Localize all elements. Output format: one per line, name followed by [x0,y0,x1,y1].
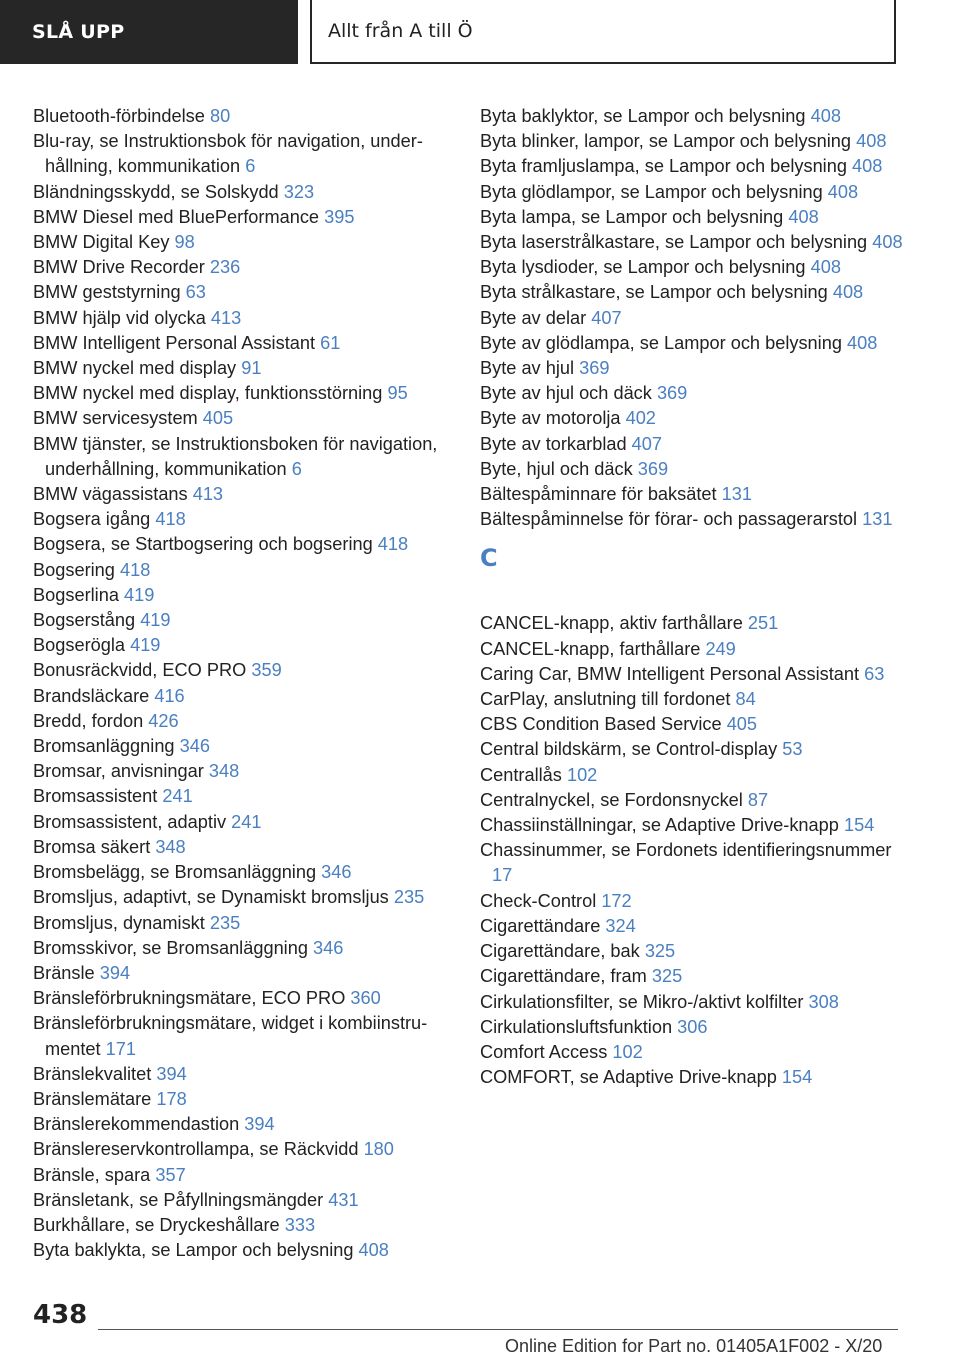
index-entry-text: CANCEL-knapp, aktiv farthållare [480,613,743,634]
index-page-link[interactable]: 413 [210,307,242,328]
index-page-link[interactable]: 154 [781,1067,813,1088]
index-page-link[interactable]: 87 [747,789,769,810]
index-page-link[interactable]: 180 [363,1139,394,1160]
index-entry [33,810,458,835]
index-entry-text: Byte av motorolja [480,408,621,429]
index-entry [33,558,458,583]
index-entry [33,684,458,709]
index-entry-text: Bromsljus, dynamiskt [33,912,205,933]
index-entry [33,961,458,986]
page-number: 438 [33,1300,88,1330]
index-entry [33,180,458,205]
index-entry [480,1065,910,1090]
index-entry-text: Centrallås [480,764,562,785]
index-page-link[interactable]: 419 [124,584,155,605]
index-entry [480,838,910,888]
index-page-link[interactable]: 323 [283,181,315,202]
index-entry-text: Centralnyckel, se Fordonsnyckel [480,789,743,810]
index-entry-text: Byte av glödlampa, se Lampor och belysning [480,332,842,353]
index-page-link[interactable]: 360 [350,988,381,1009]
index-page-link[interactable]: 171 [105,1038,137,1059]
index-page-link[interactable]: 418 [155,509,186,530]
index-page-link[interactable]: 346 [313,937,344,958]
index-entry-text: Bältespåminnelse för förar- och passagerarstol [480,509,858,530]
index-page-link[interactable]: 357 [155,1164,186,1185]
index-entry [33,1087,458,1112]
index-entry-text: Byta laserstrålkastare, se Lampor och belysning [480,232,868,253]
index-page-link[interactable]: 80 [209,106,231,126]
index-page-link[interactable]: 408 [358,1240,389,1261]
index-entry [33,104,458,129]
index-page-link[interactable]: 235 [209,912,241,933]
index-entry-text: BMW vägassistans [33,484,188,505]
index-entry-text: Byte av delar [480,307,587,328]
index-entry [33,835,458,860]
index-entry [33,784,458,809]
index-entry-text: Bogsera, se Startbogsering och bogsering [33,534,373,555]
index-page-link[interactable]: 61 [320,332,341,353]
index-page-link[interactable]: 402 [625,408,656,429]
index-entry [33,986,458,1011]
index-entry [480,432,910,457]
index-entry-text: BMW Diesel med BluePerformance [33,206,320,227]
index-entry [33,255,458,280]
index-page-link[interactable]: 325 [644,941,676,962]
chapter-title: Allt från A till Ö [328,20,473,42]
index-page-link[interactable]: 236 [209,257,241,278]
index-entry [33,936,458,961]
index-entry [480,964,910,989]
index-page-link[interactable]: 53 [782,739,803,760]
index-entry [33,280,458,305]
index-entry [33,1011,458,1061]
index-entry-text: Bältespåminnare för baksätet [480,484,717,505]
index-page-link[interactable]: 408 [788,206,819,227]
index-entry-text: Byta framljuslampa, se Lampor och belysning [480,156,847,177]
index-page-link[interactable]: 408 [810,106,841,126]
index-entry [33,885,458,910]
index-entry-text: BMW nyckel med display, funktionsstörning [33,383,383,404]
index-page-link[interactable]: 369 [579,358,610,379]
index-group-c [480,611,910,1090]
index-entry [33,356,458,381]
index-entry [33,1213,458,1238]
index-page-link[interactable]: 419 [140,610,171,631]
index-entry [480,712,910,737]
index-page-link[interactable]: 241 [231,811,262,832]
index-page-link[interactable]: 95 [387,383,408,404]
footer-divider [98,1329,898,1330]
index-entry [480,662,910,687]
index-page-link[interactable]: 249 [705,638,736,659]
index-entry [480,914,910,939]
index-entry-text: BMW geststyrning [33,282,181,303]
index-entry-text: Bromsanläggning [33,736,175,757]
index-entry [33,583,458,608]
index-entry-text: Bränsleförbrukningsmätare, widget i kombiinstrumentet [33,1013,428,1059]
index-entry [480,813,910,838]
index-entry [33,306,458,331]
index-entry [480,1015,910,1040]
index-entry-text: Bränsleförbrukningsmätare, ECO PRO [33,988,346,1009]
index-entry-text: Blu-ray, se Instruktionsbok för navigation, underhållning, kommunikation [33,131,423,177]
index-entry-text: Byta strålkastare, se Lampor och belysning [480,282,828,303]
index-page-link[interactable]: 346 [179,736,210,757]
index-page-link[interactable]: 98 [174,232,195,253]
index-page-link[interactable]: 63 [864,663,885,684]
index-page-link[interactable]: 102 [612,1041,643,1062]
index-entry-text: BMW Digital Key [33,232,170,253]
index-entry [33,381,458,406]
index-entry [480,889,910,914]
index-column-left [33,104,458,1263]
index-entry [33,633,458,658]
index-entry [480,687,910,712]
index-entry [33,1163,458,1188]
index-entry-text: BMW Drive Recorder [33,257,205,278]
index-entry [33,860,458,885]
index-page-link[interactable]: 408 [832,282,864,303]
index-entry-text: Cirkulationsfilter, se Mikro-/aktivt kolfilter [480,991,804,1012]
index-entry-text: CANCEL-knapp, farthållare [480,638,701,659]
index-entry-text: BMW Intelligent Personal Assistant [33,332,316,353]
index-entry-text: Byta baklykta, se Lampor och belysning [33,1240,354,1261]
index-entry [480,406,910,431]
index-entry-text: Burkhållare, se Dryckeshållare [33,1214,280,1235]
index-entry-text: Cigarettändare [480,915,601,936]
index-page-link[interactable]: 6 [291,458,302,479]
index-page-link[interactable]: 369 [656,383,688,404]
index-page-link[interactable]: 348 [155,836,186,857]
index-page-link[interactable]: 17 [492,865,513,886]
index-entry [33,532,458,557]
index-entry-text: Bränsle, spara [33,1164,151,1185]
index-entry-text: Caring Car, BMW Intelligent Personal Assistant [480,663,860,684]
index-page-link[interactable]: 359 [251,660,282,681]
index-entry-text: Bromsar, anvisningar [33,761,204,782]
index-entry-text: COMFORT, se Adaptive Drive-knapp [480,1067,777,1088]
index-page-link[interactable]: 394 [156,1063,187,1084]
index-entry-text: Bogserögla [33,635,126,656]
index-entry [33,205,458,230]
index-page-link[interactable]: 63 [185,282,206,303]
index-entry-text: Byta glödlampor, se Lampor och belysning [480,181,823,202]
index-entry-text: Bromsljus, adaptivt, se Dynamiskt bromsljus [33,887,389,908]
index-entry [33,911,458,936]
index-page-link[interactable]: 325 [651,966,683,987]
index-entry-text: Byte av hjul [480,358,575,379]
index-entry-text: Bromsassistent, adaptiv [33,811,227,832]
index-entry-text: Bränsle [33,962,95,983]
index-entry [480,482,910,507]
index-entry-text: Byta blinker, lampor, se Lampor och belysning [480,131,852,152]
index-entry-text: Cirkulationsluftsfunktion [480,1016,673,1037]
index-entry [33,406,458,431]
index-page-link[interactable]: 413 [192,484,224,505]
index-entry [33,129,458,179]
index-page-link[interactable]: 408 [847,332,878,353]
index-page-link[interactable]: 308 [808,991,839,1012]
section-tab-label: SLÅ UPP [32,21,125,43]
index-entry [480,1040,910,1065]
index-page-link[interactable]: 84 [735,689,756,710]
index-entry [480,306,910,331]
index-page-link[interactable]: 102 [566,764,598,785]
index-entry-text: BMW hjälp vid olycka [33,307,206,328]
index-entry-text: Byta lysdioder, se Lampor och belysning [480,257,806,278]
index-entry-text: Bränslemätare [33,1088,152,1109]
index-page-link[interactable]: 394 [244,1114,275,1135]
index-entry-text: BMW tjänster, se Instruktionsboken för navigation, underhållning, kommunikation [33,433,438,479]
index-page-link[interactable]: 324 [605,915,636,936]
index-entry-text: CBS Condition Based Service [480,714,722,735]
index-entry [480,737,910,762]
index-entry [480,154,910,179]
index-entry-text: BMW nyckel med display [33,358,237,379]
index-page-link[interactable]: 131 [862,509,893,530]
index-page-link[interactable]: 408 [852,156,883,177]
index-page-link[interactable]: 172 [601,890,632,911]
index-entry [33,1112,458,1137]
index-page-link[interactable]: 251 [747,613,779,634]
index-entry [480,611,910,636]
index-page-link[interactable]: 407 [591,307,622,328]
index-page-link[interactable]: 426 [148,710,179,731]
index-entry [33,759,458,784]
index-entry [33,734,458,759]
index-entry-text: Byta lampa, se Lampor och belysning [480,206,784,227]
index-page-link[interactable]: 405 [726,714,758,735]
index-page-link[interactable]: 6 [245,156,256,177]
index-entry-text: CarPlay, anslutning till fordonet [480,689,731,710]
index-entry-text: Bromsa säkert [33,836,151,857]
index-entry [480,280,910,305]
index-entry [480,939,910,964]
index-entry [480,230,910,255]
index-entry-text: Bonusräckvidd, ECO PRO [33,660,247,681]
index-page-link[interactable]: 241 [162,786,193,807]
index-entry-text: Bromsbelägg, se Bromsanläggning [33,862,317,883]
index-entry-text: Byta baklyktor, se Lampor och belysning [480,106,806,126]
index-entry [33,1137,458,1162]
index-page-link[interactable]: 408 [872,232,903,253]
index-entry [480,457,910,482]
index-page-link[interactable]: 408 [827,181,859,202]
index-entry [33,658,458,683]
index-entry-text: Comfort Access [480,1041,608,1062]
index-entry-text: Central bildskärm, se Control-display [480,739,778,760]
section-tab[interactable] [0,0,298,64]
index-page-link[interactable]: 369 [637,458,669,479]
index-page-link[interactable]: 405 [202,408,234,429]
index-page-link[interactable]: 431 [328,1189,359,1210]
index-entry-text: Brandsläckare [33,685,150,706]
index-entry [33,709,458,734]
footer-edition: Online Edition for Part no. 01405A1F002 - X/20 [505,1336,883,1356]
index-group-b-continued [480,104,910,532]
index-page-link[interactable]: 407 [631,433,663,454]
index-entry-text: Chassinummer, se Fordonets identifieringsnummer [480,840,892,861]
index-entry [480,637,910,662]
index-entry-text: Bogserlina [33,584,119,605]
index-page-link[interactable]: 346 [321,862,352,883]
index-entry [480,129,910,154]
index-page-link[interactable]: 408 [856,131,887,152]
index-entry [33,608,458,633]
index-entry-text: Bränsletank, se Påfyllningsmängder [33,1189,324,1210]
index-entry [480,255,910,280]
index-entry [33,432,458,482]
index-entry-text: Bogsera igång [33,509,151,530]
chapter-title-tab [310,0,896,64]
index-entry [33,230,458,255]
index-entry-text: Bluetooth-förbindelse [33,106,205,126]
index-page-link[interactable]: 131 [721,484,752,505]
index-column-right [480,104,910,1090]
index-entry-text: Cigarettändare, bak [480,941,640,962]
index-entry [480,381,910,406]
index-page-link[interactable]: 418 [377,534,409,555]
index-page-link[interactable]: 348 [208,761,240,782]
index-page-link[interactable]: 306 [677,1016,708,1037]
index-page-link[interactable]: 418 [119,559,151,580]
index-entry [480,763,910,788]
index-page-link[interactable]: 91 [241,358,262,379]
index-entry [480,507,910,532]
index-entry [33,1062,458,1087]
index-page-link[interactable]: 333 [284,1214,316,1235]
index-entry [33,507,458,532]
index-entry-text: Bränslereservkontrollampa, se Räckvidd [33,1139,359,1160]
index-entry [480,788,910,813]
index-page-link[interactable]: 416 [154,685,185,706]
index-entry-text: Bromsassistent [33,786,158,807]
index-page-link[interactable]: 408 [810,257,841,278]
index-page-link[interactable]: 178 [156,1088,187,1109]
index-entry [480,331,910,356]
index-entry-text: Bogsering [33,559,115,580]
index-page-link[interactable]: 154 [843,815,875,836]
index-entry-text: Byte, hjul och däck [480,458,633,479]
index-entry-text: Check-Control [480,890,597,911]
index-entry-text: Byte av hjul och däck [480,383,652,404]
index-entry [480,990,910,1015]
index-entry-text: Bromsskivor, se Bromsanläggning [33,937,308,958]
index-letter-heading: C [480,544,498,573]
index-entry [480,356,910,381]
index-entry-text: Bränslekvalitet [33,1063,152,1084]
index-entry-text: Bredd, fordon [33,710,144,731]
index-entry [480,104,910,129]
index-page-link[interactable]: 235 [393,887,425,908]
index-entry-text: BMW servicesystem [33,408,198,429]
index-page-link[interactable]: 395 [324,206,355,227]
index-page-link[interactable]: 394 [99,962,131,983]
index-entry [33,482,458,507]
index-entry-text: Bländningsskydd, se Solskydd [33,181,279,202]
index-entry [480,180,910,205]
index-entry-text: Chassiinställningar, se Adaptive Drive-knapp [480,815,839,836]
index-entry-text: Bogserstång [33,610,136,631]
index-entry-text: Byte av torkarblad [480,433,627,454]
index-entry-text: Cigarettändare, fram [480,966,647,987]
index-entry [33,1188,458,1213]
index-entry-text: Bränslerekommendastion [33,1114,240,1135]
index-page-link[interactable]: 419 [130,635,161,656]
index-entry [480,205,910,230]
index-entry [33,1238,458,1263]
index-entry [33,331,458,356]
